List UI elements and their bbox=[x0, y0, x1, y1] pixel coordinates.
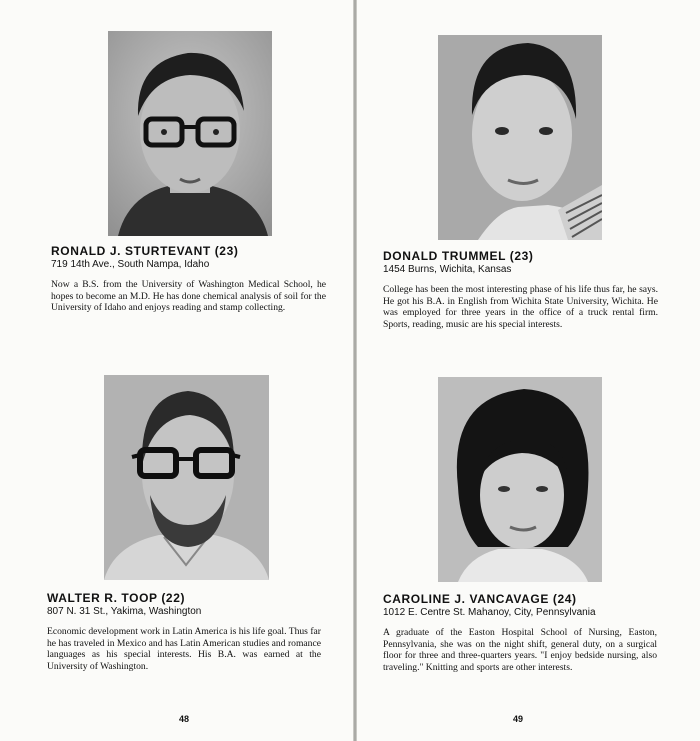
entry-bio: A graduate of the Easton Hospital School of Nursing, Easton, Pennsylvania, she was on the night shift, general duty, on a surgical floor for three and three-quarters years. "I enjoy bedside nursing, also traveling." Knitting and sports are other interests. bbox=[383, 627, 657, 673]
book-gutter bbox=[353, 0, 357, 741]
entry-bio: Economic development work in Latin America is his life goal. Thus far he has traveled in Mexico and has Latin American studies and romance languages as his special interests. His B.A. was earned at the University of Washington. bbox=[47, 626, 321, 672]
entry-toop bbox=[47, 591, 321, 672]
page-number-right: 49 bbox=[513, 714, 524, 724]
page-number-left: 48 bbox=[179, 714, 190, 724]
portrait-photo-trummel bbox=[438, 35, 602, 240]
entry-address: 719 14th Ave., South Nampa, Idaho bbox=[51, 259, 210, 270]
entry-address: 1012 E. Centre St. Mahanoy, City, Pennsylvania bbox=[383, 607, 596, 618]
portrait-photo-vancavage bbox=[438, 377, 602, 582]
entry-bio: Now a B.S. from the University of Washington Medical School, he hopes to become an M.D. He has done chemical analysis of soil for the University of Idaho and enjoys reading and stamp collecting. bbox=[51, 279, 326, 314]
entry-name: WALTER R. TOOP (22) bbox=[47, 591, 186, 605]
entry-bio: College has been the most interesting phase of his life thus far, he says. He got his B.A. in English from Wichita State University, Wichita. He was employed for three years in the office of a truck rental firm. Sports, reading, music are his special interests. bbox=[383, 284, 658, 330]
entry-name: RONALD J. STURTEVANT (23) bbox=[51, 244, 239, 258]
entry-address: 1454 Burns, Wichita, Kansas bbox=[383, 264, 512, 275]
entry-sturtevant bbox=[51, 244, 326, 314]
entry-name: CAROLINE J. VANCAVAGE (24) bbox=[383, 592, 577, 606]
entry-trummel bbox=[383, 249, 658, 330]
entry-vancavage bbox=[383, 592, 657, 673]
entry-name: DONALD TRUMMEL (23) bbox=[383, 249, 534, 263]
portrait-photo-sturtevant bbox=[108, 31, 272, 236]
entry-address: 807 N. 31 St., Yakima, Washington bbox=[47, 606, 202, 617]
portrait-photo-toop bbox=[104, 375, 269, 580]
